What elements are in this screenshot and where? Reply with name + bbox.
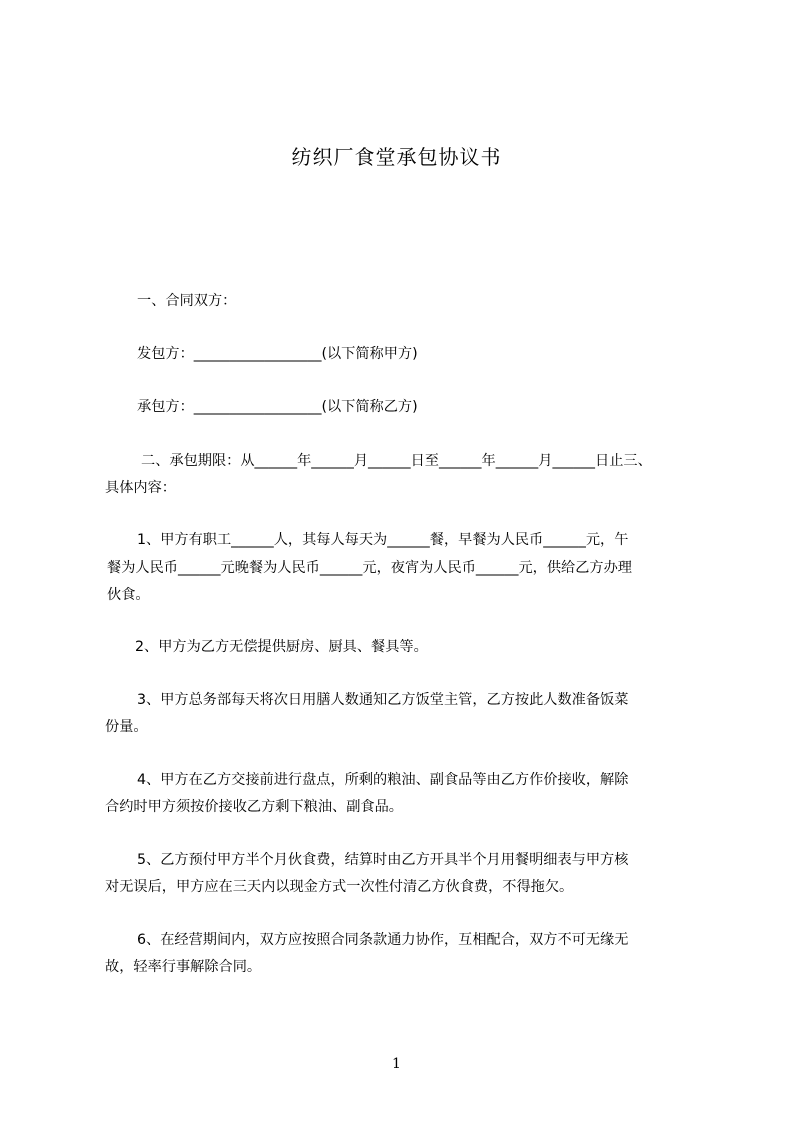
clause-6-line-2: 故，轻率行事解除合同。 xyxy=(105,959,262,975)
party-a-line: 发包方：__________________(以下简称甲方) xyxy=(137,346,418,362)
clause-3-line-2: 份量。 xyxy=(105,719,148,735)
clause-3-line-1: 3、甲方总务部每天将次日用膳人数通知乙方饭堂主管，乙方按此人数准备饭菜 xyxy=(137,692,629,708)
clause-5-line-1: 5、乙方预付甲方半个月伙食费，结算时由乙方开具半个月用餐明细表与甲方核 xyxy=(137,852,629,868)
clause-1-line-1: 1、甲方有职工______人，其每人每天为______餐，早餐为人民币______元，午 xyxy=(137,532,629,548)
clause-1-line-2: 餐为人民币______元晚餐为人民币______元，夜宵为人民币______元，供给乙方办理 xyxy=(107,560,632,576)
clause-5-line-2: 对无误后，甲方应在三天内以现金方式一次性付清乙方伙食费，不得拖欠。 xyxy=(105,879,574,895)
term-line: 二、承包期限：从______年______月______日至______年______月______日止三、 xyxy=(141,453,652,469)
clause-6-line-1: 6、在经营期间内，双方应按照合同条款通力协作，互相配合，双方不可无缘无 xyxy=(137,932,629,948)
section-heading-parties: 一、合同双方： xyxy=(137,293,237,309)
content-heading: 具体内容： xyxy=(105,480,176,496)
clause-4-line-2: 合约时甲方须按价接收乙方剩下粮油、副食品。 xyxy=(105,799,403,815)
clause-1-line-3: 伙食。 xyxy=(107,587,150,603)
party-b-line: 承包方：__________________(以下简称乙方) xyxy=(137,399,418,415)
clause-2: 2、甲方为乙方无偿提供厨房、厨具、餐具等。 xyxy=(135,639,428,655)
page-number: 1 xyxy=(392,1056,401,1072)
clause-4-line-1: 4、甲方在乙方交接前进行盘点，所剩的粮油、副食品等由乙方作价接收，解除 xyxy=(137,772,629,788)
document-title: 纺织厂食堂承包协议书 xyxy=(291,145,502,169)
